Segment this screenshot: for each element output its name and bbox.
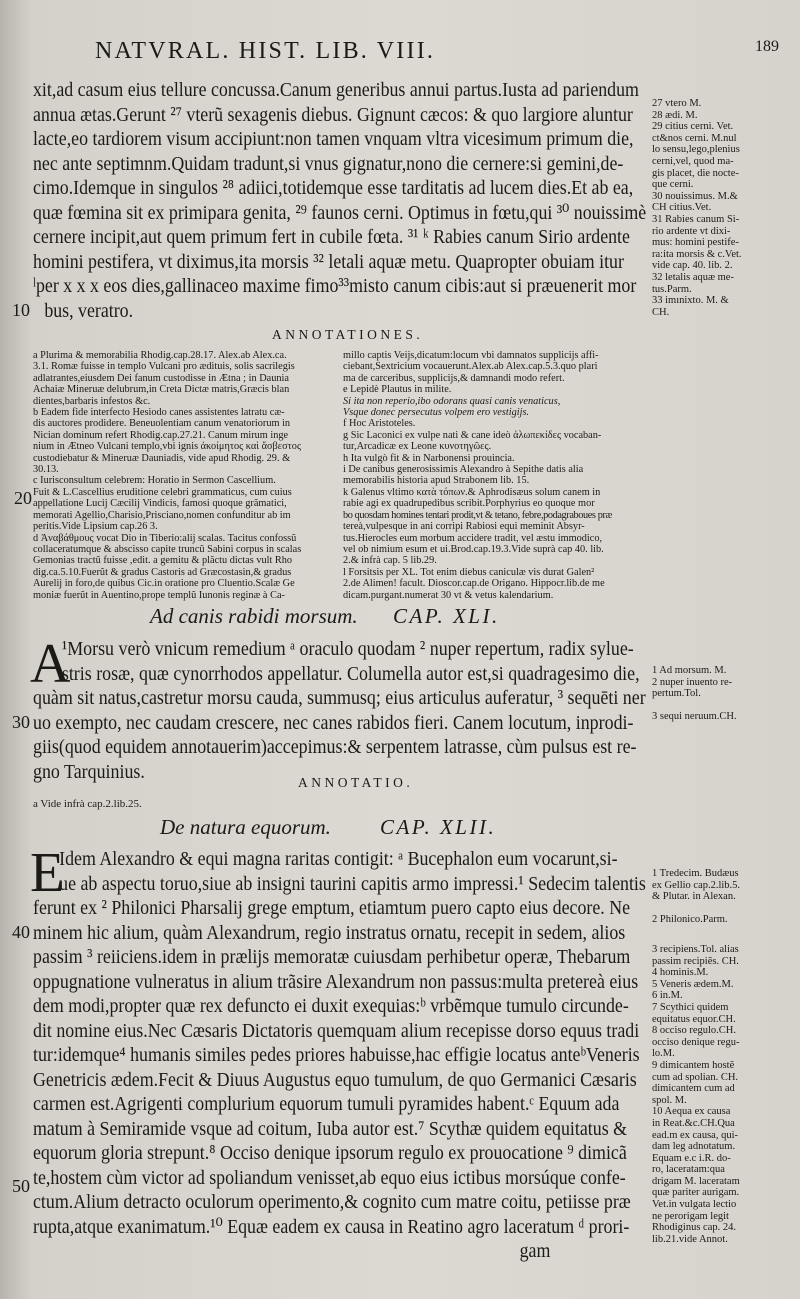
text-line: Idem Alexandro & equi magna raritas contigit: ᵃ Bucephalon eum vocarunt,si- — [59, 848, 618, 870]
line-number: 20 — [14, 488, 32, 508]
annotatio-heading: ANNOTATIO. — [298, 775, 414, 790]
margin-note: dam leg adnotatum. — [652, 1141, 736, 1153]
annotation-line: tus.Hierocles eum morbum accidere tradit, vel æstu immodico, — [343, 532, 603, 544]
margin-note: ct&nos cerni. M.nul — [652, 132, 737, 144]
margin-note: in Reat.&c.CH.Qua — [652, 1117, 735, 1129]
annotation-line: nium in Ætneo Vulcani templo,vbi ignis ἀκοίμητος καὶ ἄσβεστος — [33, 441, 302, 453]
annotation-line: bo quosdam homines tentari prodit,vt & tetano, febre,podagraboues præ — [343, 509, 612, 521]
annotation-line: k Galenus vltimo κατὰ τόπων.& Aphrodisæus solum canem in — [343, 486, 601, 498]
annotation-line: rabie agi ex quadrupedibus scribit.Porphyrius eo quoque mor — [343, 498, 595, 510]
margin-note: que cerni. — [652, 179, 694, 191]
margin-note: quæ pariter aurigam. — [652, 1187, 740, 1199]
annotation-line: moniæ fuerũt in Auentino,prope templũ Iunonis reginæ à Ca- — [33, 589, 285, 601]
text-line: equorum gloria strepunt.⁸ Occiso denique ipsorum regulo ex prouocatione ⁹ dimicã — [33, 1142, 627, 1164]
page-header — [95, 38, 779, 74]
annotation-line: Gemonias tractũ fuisse ,edit. a gemitu & plãctu dictas vult Rho — [33, 555, 293, 567]
annotationes-left-column — [33, 350, 333, 601]
annotation-line: d Ἀναβάθμους vocat Dio in Tiberio:alij scalas. Tacitus confossũ — [33, 532, 297, 544]
margin-note: Equam e.c i.R. do- — [652, 1152, 731, 1164]
annotation-line: b Eadem fide interfecto Hesiodo canes assistentes latratu cæ- — [33, 407, 285, 419]
margin-note: 33 imınixto. M. & — [652, 295, 729, 307]
margin-note: ead.m ex causa, qui- — [652, 1129, 739, 1141]
text-line: homini pestifera, vt diximus,ita morsis ³² letali aquæ metu. Quapropter obuiam itur — [33, 250, 624, 273]
annotation-line: g Sic Laconici ex vulpe nati & cane ideò ἀλωπεκίδες vocaban- — [343, 429, 602, 441]
margin-note: 1 Tredecim. Budæus — [652, 868, 739, 879]
text-line: dit nomine eius.Nec Cæsaris Dictatoris quemquam alium recepisse dorso equus tradi — [33, 1019, 640, 1042]
margin-note: 8 occiso regulo.CH. — [652, 1025, 736, 1037]
text-line: ˡper x x x eos dies,gallinaceo maxime fimo³³misto canum cibis:aut si præuenerit mor — [33, 275, 637, 297]
margin-note: ex Gellio cap.2.lib.5. — [652, 879, 741, 891]
annotation-line: custodiebatur & Mineruæ Dauniadis, vide apud Rhodig. 29. & — [33, 452, 291, 464]
margin-note: dimicantem cum ad — [652, 1083, 735, 1095]
margin-note: Rhodiginus cap. 24. — [652, 1222, 736, 1234]
margin-note: 3 recipiens.Tol. alias — [652, 944, 739, 955]
text-line: quàm sit natus,castretur morsu cauda, summusq; eius articulus auferatur, ³ sequēti ner — [33, 687, 646, 709]
text-line: gno Tarquinius. — [33, 760, 145, 783]
running-title: NATVRAL. HIST. LIB. VIII. — [95, 38, 436, 64]
margin-note: pertum.Tol. — [652, 688, 701, 700]
text-line: carmen est.Agrigenti complurium equorum tumuli pyramides habent.ᶜ Equum ada — [33, 1093, 620, 1115]
text-line: annua ætas.Gerunt ²⁷ vterũ sexagenis diebus. Gignunt cæcos: & quo largiore aluntur — [33, 103, 633, 126]
margin-note: 32 letalis aquæ me- — [652, 271, 734, 283]
margin-note: 6 in.M. — [652, 990, 683, 1002]
margin-note-spacer — [652, 903, 792, 915]
text-line: bus, veratro. — [44, 299, 134, 322]
text-line: minem hic alium, quàm Alexandrum, regio instratus ornatu, recepit in sedem, alios — [33, 921, 626, 944]
annotation-line: tur,Arcadicæ ex Leone κυνοτηγῶες. — [343, 441, 492, 453]
annotation-line: e Lepidè Plautus in milite. — [343, 384, 452, 396]
margin-note: Vet.in vulgata lectio — [652, 1199, 737, 1211]
annotation-line: f Hoc Aristoteles. — [343, 418, 416, 430]
text-line: giis(quod equidem annotauerim)accepimus:& serpentem latrasse, cùm pulsus est re- — [33, 736, 637, 758]
margin-note: drigam M. laceratam — [652, 1175, 740, 1187]
drop-initial: A — [30, 633, 71, 695]
margin-note: lo sensu,lego,plenius — [652, 144, 740, 156]
annotation-verse: Vsque donec persecutus volpem ero vestigijs. — [343, 407, 530, 419]
margin-note: 1 Ad morsum. M. — [652, 665, 727, 676]
margin-note: 27 vtero M. — [652, 98, 702, 109]
annotation-line: tereà,vulpesque in ani corripi Rabiosi equi meminit Absyr- — [343, 521, 585, 533]
annotationes-heading: ANNOTATIONES. — [272, 327, 424, 342]
text-line: xit,ad casum eius tellure concussa.Canum generibus annui partus.Iusta ad pariendum — [33, 79, 639, 101]
catchword: gam — [519, 1240, 551, 1262]
margin-note: 4 hominis.M. — [652, 967, 709, 979]
section-42-margin-notes-a — [652, 868, 792, 926]
margin-note: lib.21.vide Annot. — [652, 1233, 728, 1245]
text-line: dem modi,propter quæ rex defuncto ei duxit exequias:ᵇ vrbẽmque tumulo circunde- — [33, 995, 629, 1017]
annotation-line: dis auctores prodidere. Beneuolentiam canum venatoriorum in — [33, 418, 291, 430]
margin-note: CH citius.Vet. — [652, 202, 712, 214]
section-41-text — [33, 637, 734, 784]
margin-note: 10 Aequa ex causa — [652, 1106, 731, 1118]
margin-note: gis placet, die nocte- — [652, 167, 739, 179]
annotation-verse: Si ita non reperio,ibo odorans quasi canis venaticus, — [343, 395, 561, 407]
annotation-line: dicam.purgant.numerat 30 vt & vetus kalendarium. — [343, 589, 554, 601]
margin-note: 28 ædi. M. — [652, 109, 698, 121]
annotation-line: 3.1. Romæ fuisse in templo Vulcani pro ædituis, solis sacrilegis — [33, 361, 295, 373]
annotation-line: 2.& infrà cap. 5 lib.29. — [343, 555, 437, 567]
text-line: nec ante septimnm.Quidam tradunt,si vnus gignatur,nono die cernere:si gemini,de- — [33, 152, 624, 175]
margin-note: 7 Scythici quidem — [652, 1001, 729, 1013]
annotation-line: Aurelij in foro,de quibus Cic.in oratione pro Cluentio.Scalæ Ge — [33, 578, 295, 590]
margin-note: vide cap. 40. lib. 2. — [652, 260, 733, 272]
annotation-line: memorabilis historia apud Strabonem lib. 15. — [343, 475, 530, 487]
margin-note: 2 nuper inuento re- — [652, 676, 733, 688]
annotation-line: vel ob nimium esum et ui.Brod.cap.19.3.Vide suprà cap 40. lib. — [343, 543, 604, 555]
margin-note: mus: homini pestife- — [652, 237, 739, 249]
margin-note: tus.Parm. — [652, 283, 692, 295]
margin-note: ro, laceratam:qua — [652, 1164, 725, 1176]
annotation-line: millo captis Veijs,dicatum:locum vbi damnatos supplicijs affi- — [343, 350, 599, 361]
annotation-line: ma de carceribus, supplicijs,& damnandi modo refert. — [343, 372, 565, 384]
margin-note: 2 Philonico.Parm. — [652, 914, 728, 926]
margin-note: ra:ita morsis & c.Vet. — [652, 248, 742, 260]
annotation-line: Nician dominum refert Rhodig.cap.27.21. Canum mirum inge — [33, 429, 289, 441]
margin-note: 30 nouissimus. M.& — [652, 190, 738, 202]
margin-note: occiso denique regu- — [652, 1036, 740, 1048]
text-line: cernere incipit,aut quem primum fert in cubile fœta. ³¹ ᵏ Rabies canum Sirio ardente — [33, 226, 630, 248]
margin-note: 29 citius cerni. Vet. — [652, 121, 734, 133]
margin-note: 3 sequi neruum.CH. — [652, 711, 737, 723]
text-line: te,hostem cùm victor ad spoliandum venisset,ab equo eius ictibus morsúque confe- — [33, 1166, 626, 1189]
annotation-line: 30.13. — [33, 464, 59, 476]
margin-note: passim recipiẽs. CH. — [652, 955, 739, 967]
text-line: ¹Morsu verò vnicum remedium ᵃ oraculo quodam ² nuper repertum, radix sylue- — [61, 638, 634, 660]
chapter-number: CAP. XLII. — [380, 815, 497, 839]
annotatio-line: a Vide infrà cap.2.lib.25. — [33, 798, 142, 810]
top-margin-notes — [652, 98, 792, 318]
text-line: ctum.Alium detracto oculorum operimento,& cognito cum matre coitu, petiisse præ — [33, 1191, 631, 1213]
line-number: 40 — [12, 922, 30, 942]
section-42-margin-notes-b — [652, 944, 792, 1245]
annotation-line: ciebant,Sextricium vocauerunt.Alex.ab Alex.cap.5.3.quo plari — [343, 361, 598, 373]
text-line: ue ab aspectu toruo,siue ab insigni taurini capitis armo impressi.¹ Sedecim talentis — [59, 872, 646, 895]
text-line: tur:idemque⁴ humanis similes pedes priores habuisse,hac effigie locatus anteᵇVeneris — [33, 1044, 640, 1066]
annotation-line: l Forsitsis per XL. Tot enim diebus caniculæ vis durat Galen² — [343, 566, 595, 578]
annotation-line: memorati Agellio,Charisio,Prisciano,nomen confunditur ab im — [33, 509, 291, 521]
margin-note: & Plutar. in Alexan. — [652, 891, 736, 903]
margin-note: 9 dimicantem hostẽ — [652, 1059, 735, 1071]
annotation-line: adlatrantes,eiusdem Dei fanum custodisse in Ætna ; in Daunia — [33, 372, 289, 384]
line-number: 30 — [12, 712, 30, 732]
annotation-line: dig.ca.5.10.Fuerũt & gradus Castoris ad Græcostasin,& gradus — [33, 566, 292, 578]
text-line: ferunt ex ² Philonici Pharsalij grege emptum, etiamtum puero capto eius decore. Ne — [33, 897, 631, 919]
annotation-line: h Ita vulgò fit & in Narbonensi prouincia. — [343, 452, 515, 464]
annotation-line: c Iurisconsultum celebrem: Horatio in Sermon Cascellium. — [33, 475, 276, 487]
annotation-line: 2.de Alimen! facult. Dioscor.cap.de Origano. Hippocr.lib.de me — [343, 578, 605, 590]
annotation-line: collaceratumque & abscisso capite truncũ Sabini corpus in scalas — [33, 543, 302, 555]
text-line: cimo.Idemque in singulos ²⁸ adiici,totidemque esse tarditatis ad lucem dies.Et ab ea, — [33, 177, 634, 199]
text-line: stris rosæ, quæ cynorrhodos appellatur. Columella autor est,si quadragesimo die, — [61, 662, 640, 685]
annotationes-right-column — [343, 350, 643, 601]
drop-initial: E — [30, 842, 65, 904]
annotation-line: appellatione Lucij Cæcilij Vindicis, famosi quoque grãmatici, — [33, 498, 287, 510]
margin-note-spacer — [652, 700, 792, 712]
text-line: passim ³ reiiciens.idem in prælijs memoratæ cuiusdam perhibetur operæ, Thebarum — [33, 946, 631, 968]
annotation-line: a Plurima & memorabilia Rhodig.cap.28.17. Alex.ab Alex.ca. — [33, 350, 287, 361]
text-line: oppugnatione vulneratus in alium trãsire Alexandrum non passus:multa pretereà eius — [33, 970, 639, 993]
top-body-text — [33, 78, 737, 323]
section-title: Ad canis rabidi morsum. — [150, 604, 358, 628]
text-line: quæ fœmina sit ex primipara genita, ²⁹ faunos cerni. Optimus in fœtu,qui ³⁰ nouissimè — [33, 201, 647, 224]
annotation-line: Achaiæ Mineruæ delubrum,in Creta Dictæ matris,Græcis blan — [33, 384, 290, 396]
text-line: uo exempto, nec caudam crescere, nec canes rabidos fieri. Canem locutum, inprodi- — [33, 711, 634, 734]
chapter-number: CAP. XLI. — [393, 604, 500, 628]
line-number: 50 — [12, 1176, 30, 1196]
annotation-line: Fuit & L.Cascellius eruditione celebri grammaticus, cum cuius — [33, 486, 292, 498]
annotation-line: i De canibus generosissimis Alexandro à Sepithe datis alia — [343, 464, 584, 476]
margin-note: equitatus equor.CH. — [652, 1013, 736, 1025]
text-line: Genetricis ædem.Fecit & Diuus Augustus equo tumulum, de quo Germanici Cæsaris — [33, 1068, 637, 1091]
line-number: 10 — [12, 300, 30, 320]
margin-note: 5 Veneris ædem.M. — [652, 978, 734, 990]
annotation-line: dientes,barbaris infestos &c. — [33, 395, 151, 407]
annotation-line: peritis.Vide Lipsium cap.26 3. — [33, 521, 158, 533]
text-line: lacte,eo tardiorem visum accipiunt:non tamen vnquam vltra vicesimum primum die, — [33, 128, 634, 150]
margin-note: cerni,vel, quod ma- — [652, 155, 734, 167]
margin-note: lo.M. — [652, 1048, 675, 1060]
section-42-text — [33, 847, 736, 1264]
margin-note: ne perorigam legit — [652, 1210, 729, 1222]
page-number: 189 — [755, 38, 779, 55]
margin-note: spol. M. — [652, 1094, 687, 1106]
section-41-margin-notes — [652, 665, 792, 723]
margin-note: 31 Rabies canum Si- — [652, 213, 740, 225]
margin-note: rio ardente vt dixi- — [652, 225, 731, 237]
margin-note: cum ad spolian. CH. — [652, 1071, 739, 1083]
text-line: matum à Semiramide vsque ad coitum, Iuba autor est.⁷ Scythæ quidem equitatus & — [33, 1117, 628, 1140]
text-line: rupta,atque exanimatum.¹⁰ Equæ eadem ex causa in Reatino agro laceratum ᵈ prori- — [33, 1215, 630, 1238]
margin-note: CH. — [652, 306, 670, 318]
section-title: De natura equorum. — [160, 815, 331, 839]
